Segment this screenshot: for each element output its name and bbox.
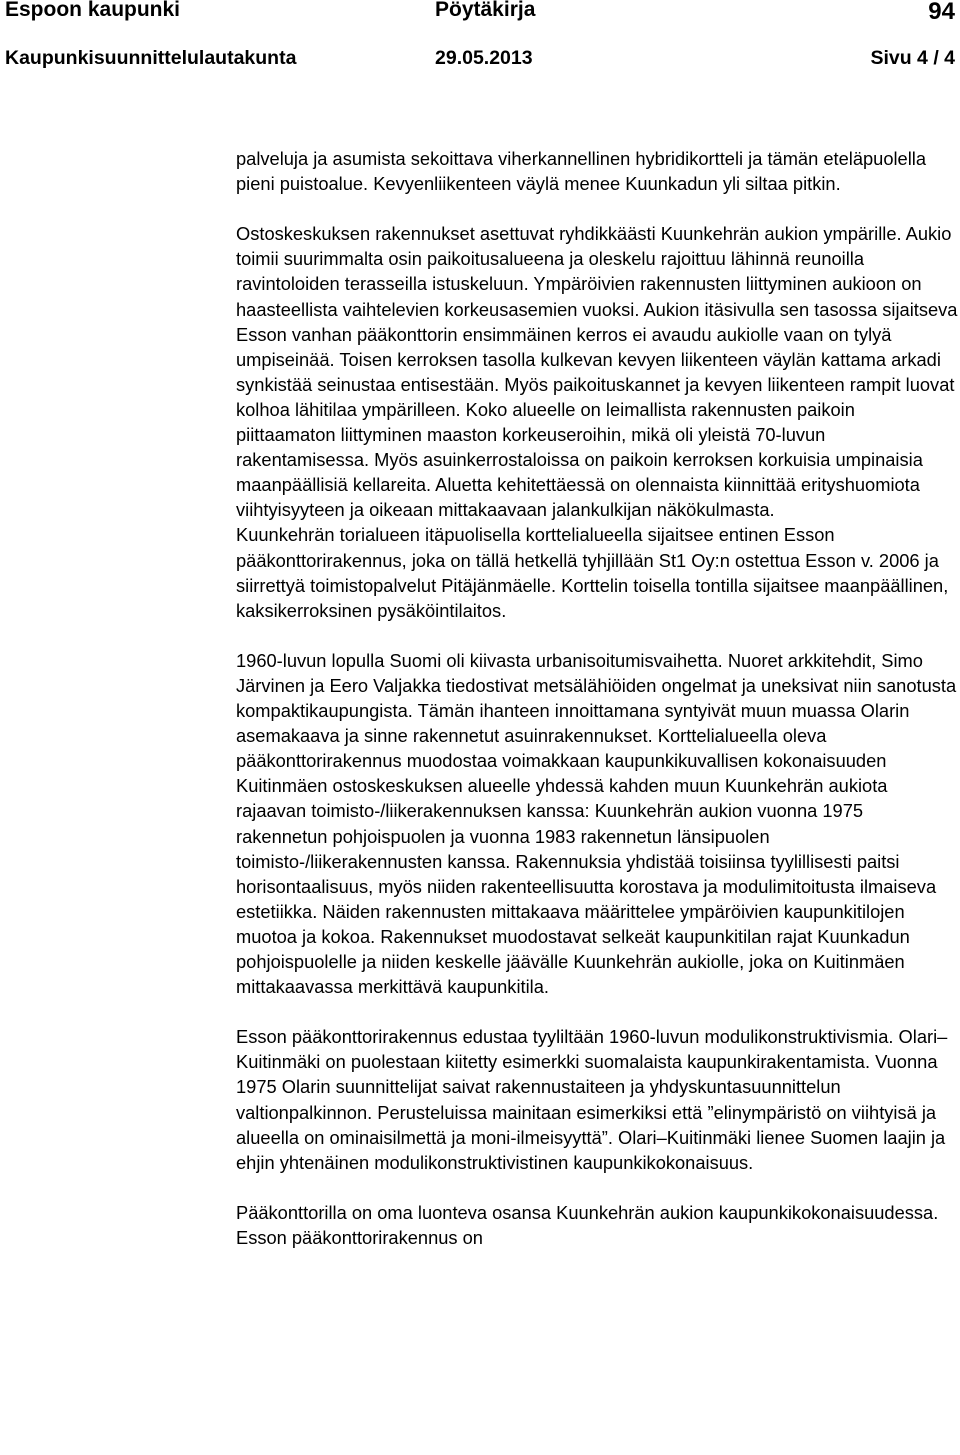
page-indicator: Sivu 4 / 4	[870, 47, 955, 69]
paragraph: palveluja ja asumista sekoittava viherkannellinen hybridikortteli ja tämän eteläpuolella pieni puistoalue. Kevyenliikenteen väylä menee Kuunkadun yli siltaa pitkin.	[236, 148, 927, 195]
document-body	[236, 146, 958, 1250]
paragraph-gap	[236, 623, 958, 648]
paragraph: 1960-luvun lopulla Suomi oli kiivasta urbanisoitumisvaihetta. Nuoret arkkitehdit, Simo Järvinen ja Eero Valjakka tiedostivat metsälähiöiden ongelmat ja uneksivat niin sanotusta kompaktikaupungista. Tämän ihanteen innoittamana syntyivät muun muassa Olarin asemakaava ja sinne rakennetut asuinrakennukset. Korttelialueella oleva pääkonttorirakennus muodostaa voimakkaan kaupunkikuvallisen kokonaisuuden Kuitinmäen ostoskeskuksen alueelle yhdessä kahden muun Kuunkehrän aukiota rajaavan toimisto-/liikerakennuksen kanssa: Kuunkehrän aukion vuonna 1975 rakennetun pohjoispuolen ja vuonna 1983 rakennetun länsipuolen toimisto-/liikerakennusten kanssa. Rakennuksia yhdistää toisiinsa tyylillisesti paitsi horisontaalisuus, myös niiden rakenteellisuutta korostava ja modulimitoitusta ilmaiseva estetiikka. Näiden rakennusten mittakaava määrittelee ympäröivien kaupunkitilojen muotoa ja kokoa. Rakennukset muodostavat selkeät kaupunkitilan rajat Kuunkadun pohjoispuolelle ja niiden keskelle jäävälle Kuunkehrän aukiolle, joka on Kuitinmäen mittakaavassa merkittävä kaupunkitila.	[236, 649, 957, 998]
header-row-bottom	[5, 47, 955, 77]
paragraph: Ostoskeskuksen rakennukset asettuvat ryhdikkäästi Kuunkehrän aukion ympärille. Aukio toimii suurimmalta osin paikoitusalueena ja oleskelu rajoittuu lähinnä reunoilla ravintoloiden terasseilla istuskeluun. Ympäröivien rakennusten liittyminen aukioon on haasteellista vaihtelevien korkeusasemien vuoksi. Aukion itäsivulla sen tasossa sijaitseva Esson vanhan pääkonttorin ensimmäinen kerros ei avaudu aukiolle vaan on tylyä umpiseinää. Toisen kerroksen tasolla kulkevan kevyen liikenteen väylän kattama arkadi synkistää seinustaa entisestään. Myös paikoituskannet ja kevyen liikenteen rampit luovat kolhoa lähitilaa ympärilleen. Koko alueelle on leimallista rakennusten paikoin piittaamaton liittyminen maaston korkeuseroihin, mikä oli yleistä 70-luvun rakentamisessa. Myös asuinkerrostaloissa on paikoin kerroksen korkuisia umpinaisia maanpäällisiä kellareita. Aluetta kehitettäessä on olennaista kiinnittää erityshuomiota viihtyisyyteen ja oikeaan mittakaavaan jalankulkijan näkökulmasta.	[236, 223, 958, 521]
paragraph: Pääkonttorilla on oma luonteva osansa Kuunkehrän aukion kaupunkikokonaisuudessa. Esson pääkonttorirakennus on	[236, 1201, 939, 1249]
paragraph: Esson pääkonttorirakennus edustaa tyyliltään 1960-luvun modulikonstruktivismia. Olari–Kuitinmäki on puolestaan kiitetty esimerkki suomalaista kaupunkirakentamista. Vuonna 1975 Olarin suunnittelijat saivat rakennustaiteen ja yhdyskuntasuunnittelun valtionpalkinnon. Perusteluissa mainitaan esimerkiksi että ”elinympäristö on viihtyisä ja alueella on ominaisilmettä ja moni-ilmeisyyttä”. Olari–Kuitinmäki lienee Suomen laajin ja ehjin yhtenäinen modulikonstruktivistinen kaupunkikokonaisuus.	[236, 1026, 948, 1173]
paragraph-gap	[236, 999, 958, 1024]
header-row-top	[5, 0, 955, 28]
meeting-date: 29.05.2013	[435, 47, 533, 69]
paragraph-gap	[236, 1175, 958, 1200]
page-header	[0, 0, 960, 80]
committee-name: Kaupunkisuunnittelulautakunta	[5, 47, 297, 69]
document-type: Pöytäkirja	[435, 0, 536, 21]
protocol-number: 94	[928, 0, 955, 25]
organization-name: Espoon kaupunki	[5, 0, 181, 21]
paragraph: Kuunkehrän torialueen itäpuolisella korttelialueella sijaitsee entinen Esson pääkonttorirakennus, joka on tällä hetkellä tyhjillään St1 Oy:n ostettua Esson v. 2006 ja siirrettyä toimistopalvelut Pitäjänmäelle. Korttelin toisella tontilla sijaitsee maanpäällinen, kaksikerroksinen pysäköintilaitos.	[236, 524, 949, 621]
paragraph-gap	[236, 196, 958, 221]
